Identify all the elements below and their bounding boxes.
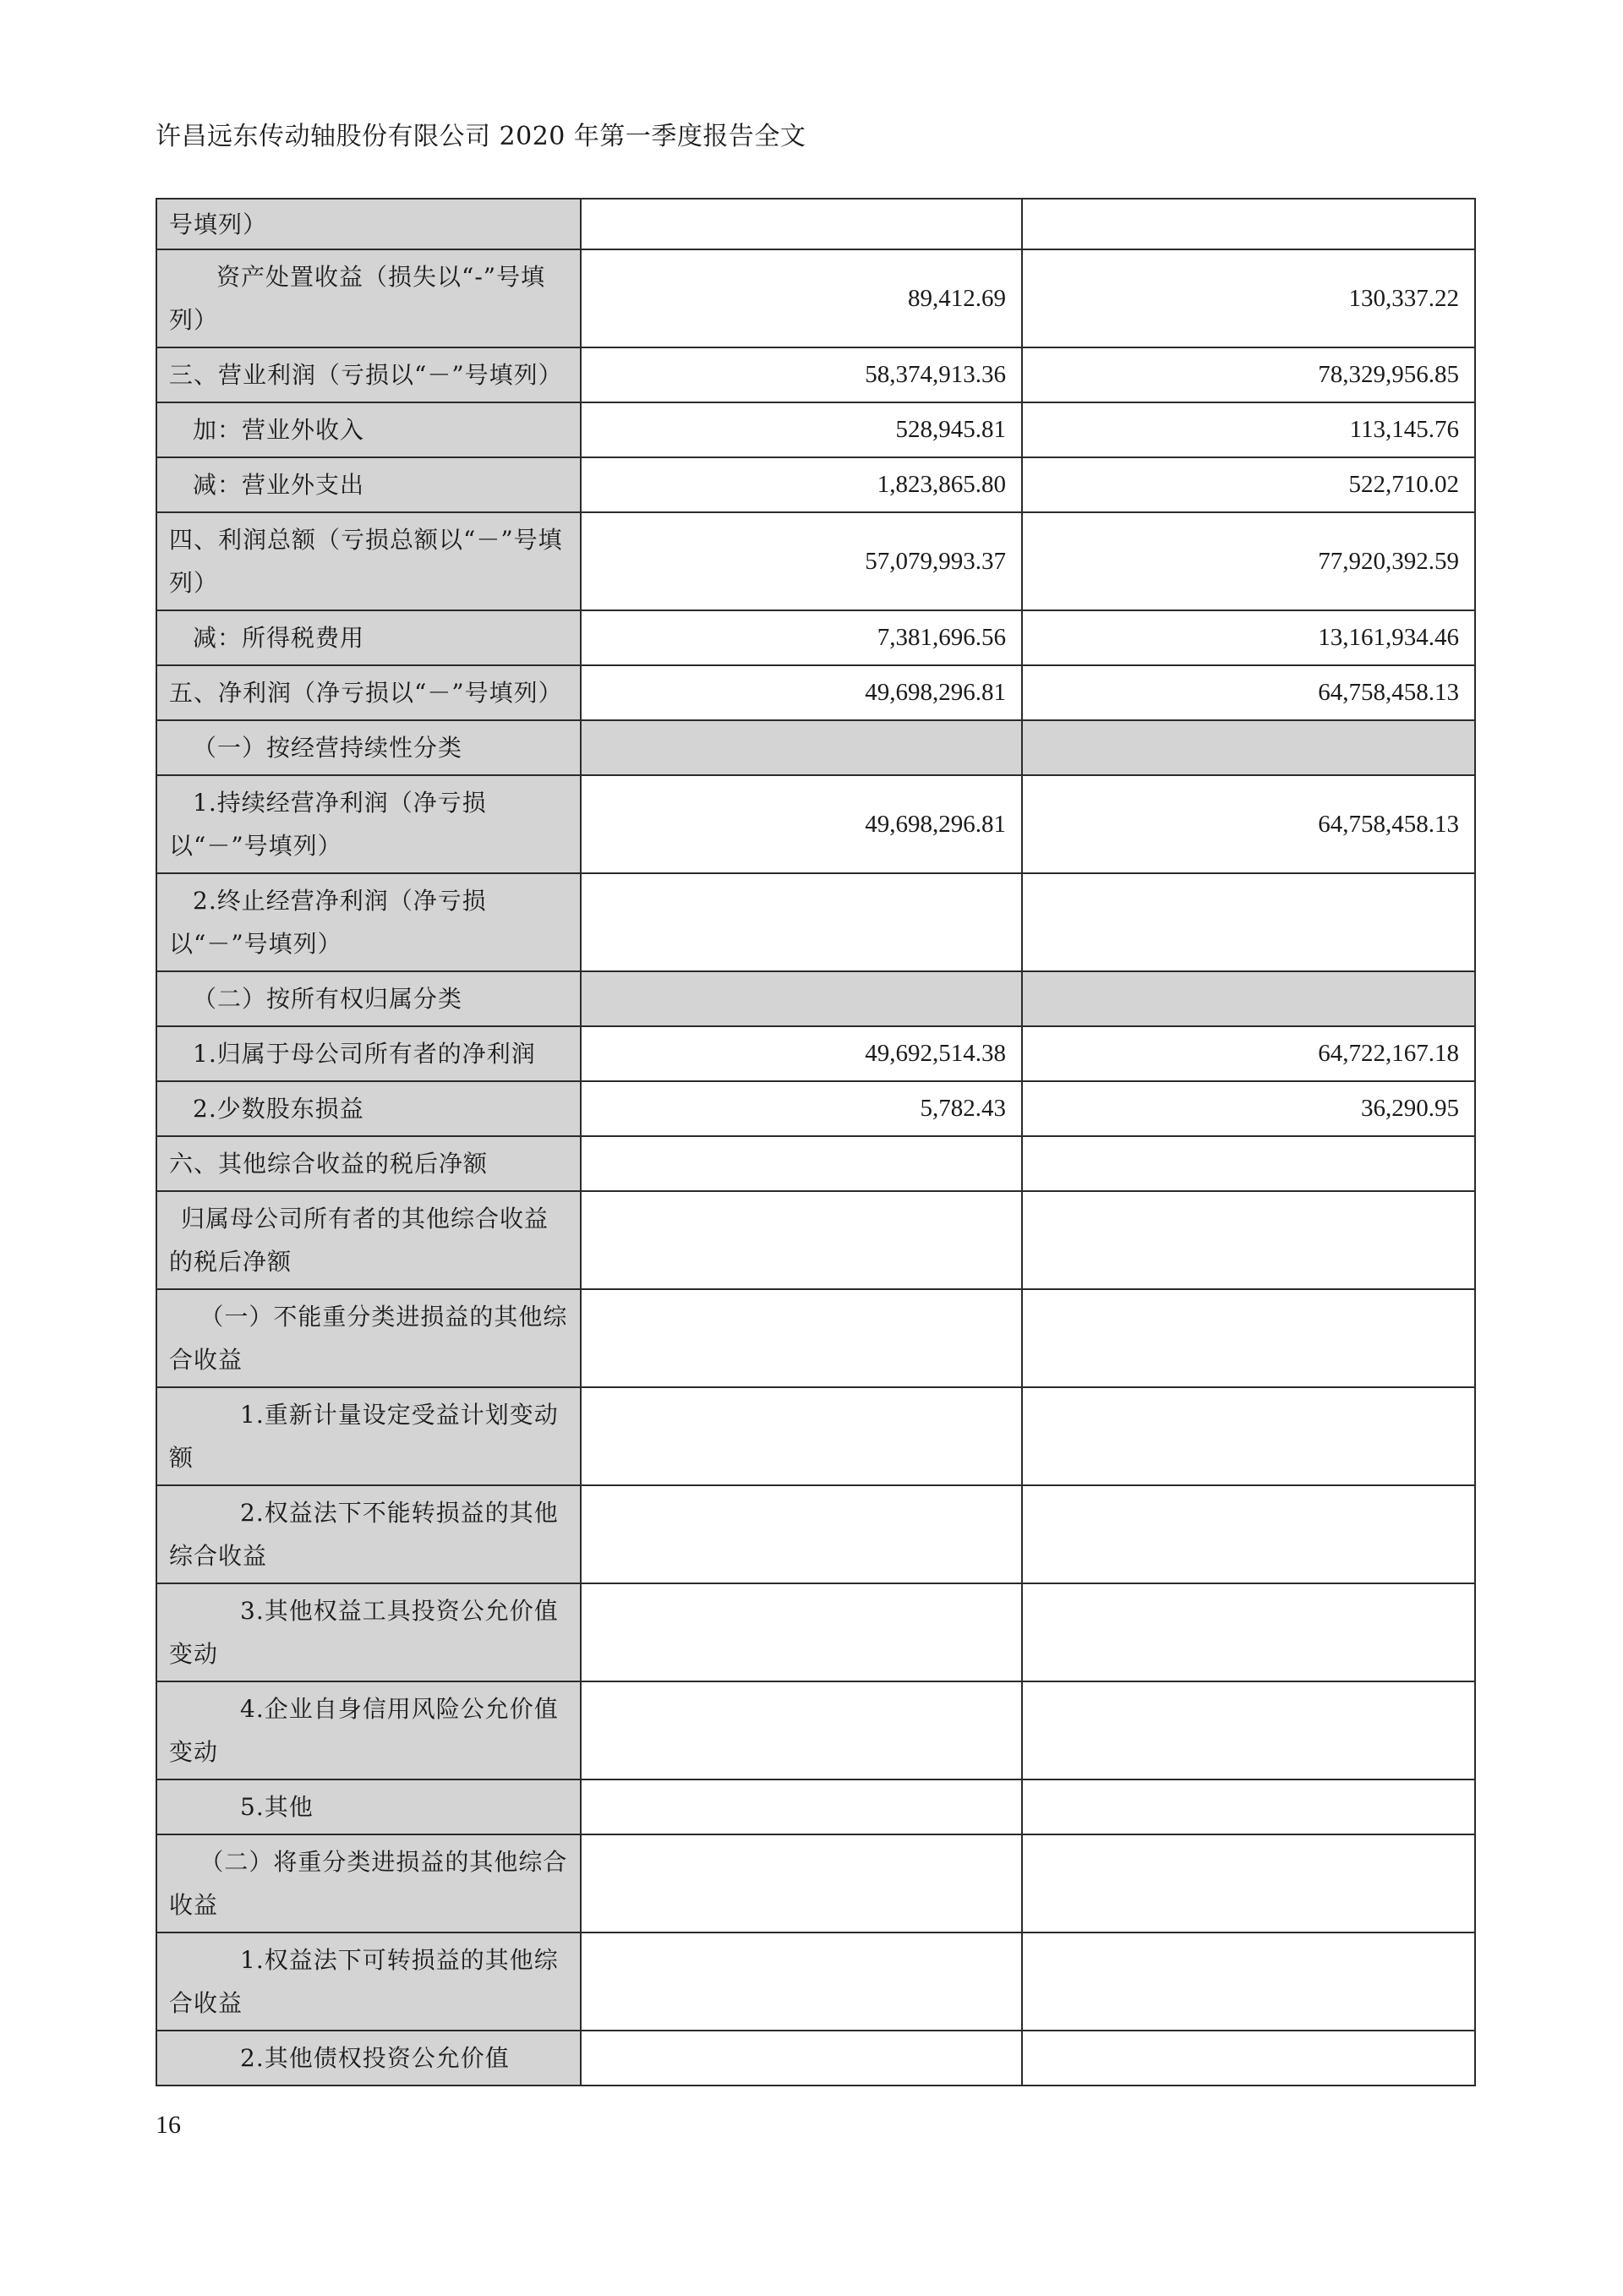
previous-period-value: 64,758,458.13 [1022, 665, 1475, 720]
table-row [156, 665, 1475, 720]
report-header: 许昌远东传动轴股份有限公司 2020 年第一季度报告全文 [156, 122, 806, 151]
current-period-value [581, 1583, 1022, 1681]
row-label: 加：营业外收入 [156, 402, 581, 457]
row-label: 四、利润总额（亏损总额以“－”号填列） [156, 512, 581, 610]
table-row [156, 1834, 1475, 1932]
row-label: 2.终止经营净利润（净亏损以“－”号填列） [156, 873, 581, 971]
row-label: 资产处置收益（损失以“-”号填列） [156, 249, 581, 347]
previous-period-value [1022, 971, 1475, 1026]
previous-period-value [1022, 1289, 1475, 1387]
previous-period-value: 64,722,167.18 [1022, 1026, 1475, 1081]
page-number: 16 [156, 2111, 181, 2139]
table-body [156, 199, 1475, 2086]
previous-period-value [1022, 873, 1475, 971]
previous-period-value: 13,161,934.46 [1022, 610, 1475, 665]
previous-period-value: 522,710.02 [1022, 457, 1475, 512]
table-row [156, 199, 1475, 249]
row-label: 三、营业利润（亏损以“－”号填列） [156, 347, 581, 402]
table-row [156, 512, 1475, 610]
current-period-value [581, 1136, 1022, 1191]
current-period-value: 5,782.43 [581, 1081, 1022, 1136]
current-period-value [581, 1387, 1022, 1485]
table-row [156, 1136, 1475, 1191]
row-label: 1.重新计量设定受益计划变动额 [156, 1387, 581, 1485]
previous-period-value [1022, 720, 1475, 775]
table-row [156, 1191, 1475, 1289]
current-period-value [581, 971, 1022, 1026]
previous-period-value [1022, 1932, 1475, 2031]
previous-period-value: 78,329,956.85 [1022, 347, 1475, 402]
table-row [156, 1681, 1475, 1779]
row-label: 号填列） [156, 199, 581, 249]
current-period-value [581, 1932, 1022, 2031]
table-row [156, 1026, 1475, 1081]
table-row [156, 720, 1475, 775]
previous-period-value [1022, 1485, 1475, 1583]
current-period-value [581, 199, 1022, 249]
table-row [156, 971, 1475, 1026]
current-period-value [581, 1681, 1022, 1779]
previous-period-value [1022, 1681, 1475, 1779]
previous-period-value [1022, 199, 1475, 249]
current-period-value [581, 1779, 1022, 1834]
current-period-value [581, 1485, 1022, 1583]
previous-period-value: 77,920,392.59 [1022, 512, 1475, 610]
current-period-value: 528,945.81 [581, 402, 1022, 457]
previous-period-value [1022, 1136, 1475, 1191]
previous-period-value: 36,290.95 [1022, 1081, 1475, 1136]
table-row [156, 1289, 1475, 1387]
row-label: 2.权益法下不能转损益的其他综合收益 [156, 1485, 581, 1583]
income-statement-table [156, 198, 1476, 2086]
current-period-value: 58,374,913.36 [581, 347, 1022, 402]
previous-period-value: 113,145.76 [1022, 402, 1475, 457]
current-period-value [581, 1289, 1022, 1387]
current-period-value [581, 1191, 1022, 1289]
table-row [156, 1485, 1475, 1583]
previous-period-value [1022, 1583, 1475, 1681]
previous-period-value [1022, 1779, 1475, 1834]
row-label: 4.企业自身信用风险公允价值变动 [156, 1681, 581, 1779]
current-period-value: 89,412.69 [581, 249, 1022, 347]
table-row [156, 347, 1475, 402]
row-label: 2.少数股东损益 [156, 1081, 581, 1136]
row-label: （二）将重分类进损益的其他综合收益 [156, 1834, 581, 1932]
row-label: （二）按所有权归属分类 [156, 971, 581, 1026]
table-row [156, 402, 1475, 457]
row-label: 五、净利润（净亏损以“－”号填列） [156, 665, 581, 720]
table-row [156, 775, 1475, 873]
current-period-value [581, 1834, 1022, 1932]
previous-period-value [1022, 2031, 1475, 2086]
table-row [156, 1932, 1475, 2031]
current-period-value: 49,692,514.38 [581, 1026, 1022, 1081]
current-period-value: 49,698,296.81 [581, 665, 1022, 720]
current-period-value: 7,381,696.56 [581, 610, 1022, 665]
current-period-value: 1,823,865.80 [581, 457, 1022, 512]
table-row [156, 249, 1475, 347]
previous-period-value [1022, 1191, 1475, 1289]
row-label: 2.其他债权投资公允价值 [156, 2031, 581, 2086]
row-label: 六、其他综合收益的税后净额 [156, 1136, 581, 1191]
table-row [156, 873, 1475, 971]
current-period-value [581, 873, 1022, 971]
row-label: （一）不能重分类进损益的其他综合收益 [156, 1289, 581, 1387]
table-row [156, 610, 1475, 665]
previous-period-value [1022, 1387, 1475, 1485]
current-period-value [581, 720, 1022, 775]
table-row [156, 1779, 1475, 1834]
table-row [156, 1081, 1475, 1136]
previous-period-value: 130,337.22 [1022, 249, 1475, 347]
table-row [156, 2031, 1475, 2086]
row-label: 1.权益法下可转损益的其他综合收益 [156, 1932, 581, 2031]
current-period-value: 57,079,993.37 [581, 512, 1022, 610]
previous-period-value: 64,758,458.13 [1022, 775, 1475, 873]
row-label: 1.归属于母公司所有者的净利润 [156, 1026, 581, 1081]
table-row [156, 457, 1475, 512]
table-row [156, 1583, 1475, 1681]
previous-period-value [1022, 1834, 1475, 1932]
table-row [156, 1387, 1475, 1485]
row-label: （一）按经营持续性分类 [156, 720, 581, 775]
row-label: 5.其他 [156, 1779, 581, 1834]
row-label: 归属母公司所有者的其他综合收益的税后净额 [156, 1191, 581, 1289]
row-label: 3.其他权益工具投资公允价值变动 [156, 1583, 581, 1681]
current-period-value: 49,698,296.81 [581, 775, 1022, 873]
row-label: 减：所得税费用 [156, 610, 581, 665]
row-label: 减：营业外支出 [156, 457, 581, 512]
current-period-value [581, 2031, 1022, 2086]
row-label: 1.持续经营净利润（净亏损以“－”号填列） [156, 775, 581, 873]
